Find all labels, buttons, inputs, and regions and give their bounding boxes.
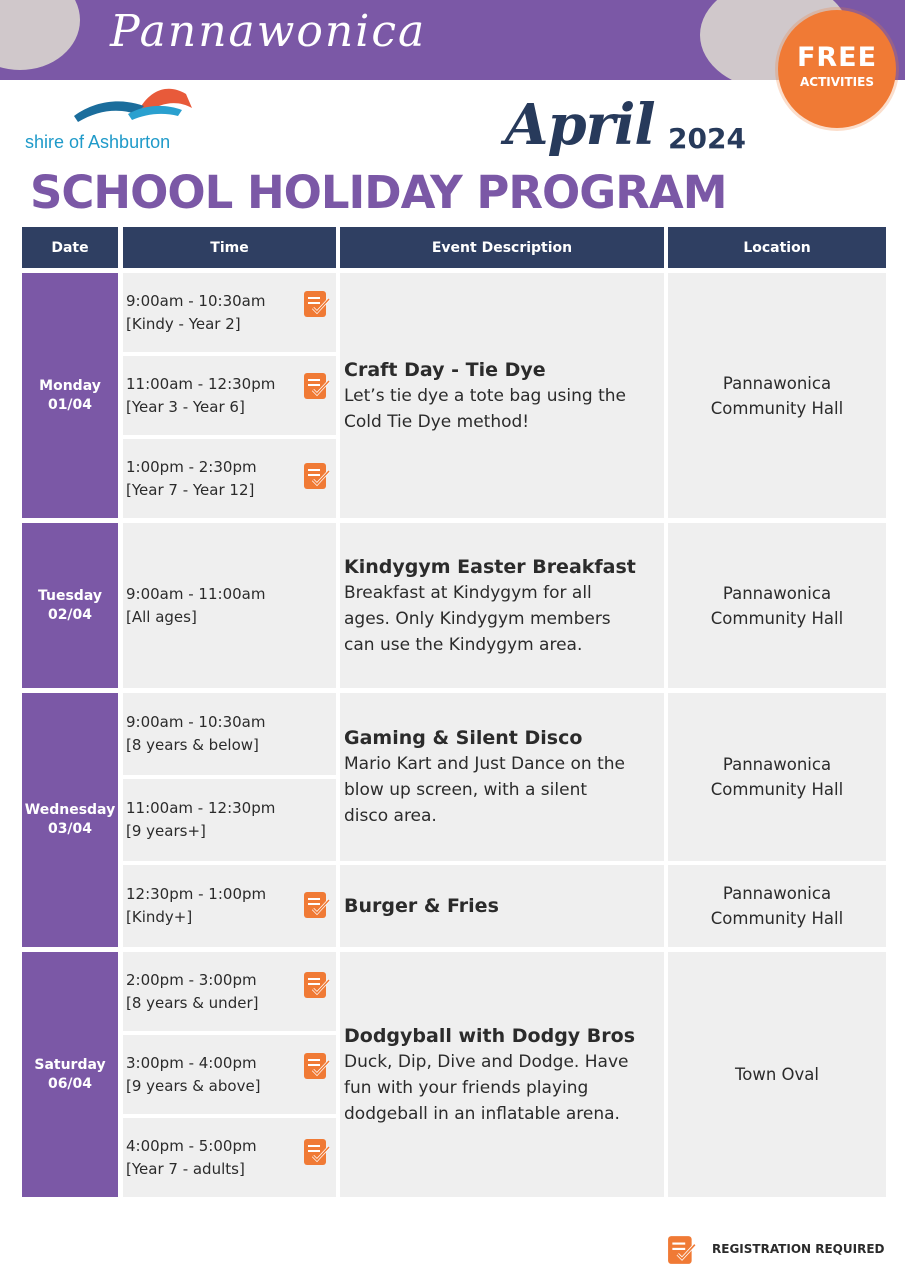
top-banner [0,0,905,80]
location-cell [668,523,886,688]
event-line: disco area. [344,806,437,826]
session-group: [Year 7 - Year 12] [126,480,255,499]
location-line: Pannawonica [722,373,832,393]
event-line: can use the Kindygym area. [344,634,583,655]
event-cell-gaming-disco [340,693,664,861]
session-group: [9 years+] [126,822,206,840]
date-cell-tuesday [22,523,118,688]
organisation-name: shire of Ashburton [25,132,171,152]
event-cell-craft-day [340,273,664,518]
location-line: Pannawonica [722,583,832,603]
event-title: Burger & Fries [344,895,499,917]
location-line: Community Hall [710,398,844,418]
day-date: 01/04 [47,396,93,413]
session-time: 12:30pm - 1:00pm [126,885,267,903]
registration-icon [303,1052,331,1080]
registration-icon [303,971,331,999]
session-group: [Kindy+] [126,908,193,926]
day-date: 06/04 [47,1075,93,1092]
session-group: [8 years & below] [126,736,259,754]
time-slot [123,693,336,775]
location-line: Community Hall [710,909,844,928]
session-time: 11:00am - 12:30pm [126,799,276,817]
registration-icon [303,891,331,919]
session-time: 2:00pm - 3:00pm [126,970,257,989]
event-title: Dodgyball with Dodgy Bros [344,1024,636,1047]
location-line: Community Hall [710,780,844,799]
event-title: Craft Day - Tie Dye [344,358,546,381]
year-title: 2024 [668,122,746,155]
event-line: Cold Tie Dye method! [344,411,530,432]
location-line: Pannawonica [722,755,832,774]
event-line: Let’s tie dye a tote bag using the [344,385,626,406]
column-header-date: Date [22,227,118,268]
location-cell [668,952,886,1197]
date-cell-monday [22,273,118,518]
badge-activities-text: ACTIVITIES [800,75,874,89]
session-time: 11:00am - 12:30pm [126,374,276,393]
location-line: Pannawonica [722,884,832,903]
badge-free-text: FREE [796,42,878,73]
event-line: fun with your friends playing [344,1077,589,1098]
location-line: Town Oval [734,1065,819,1084]
event-title: Kindygym Easter Breakfast [344,555,636,578]
event-line: blow up screen, with a silent [344,780,588,800]
time-slot [123,523,336,688]
location-line: Community Hall [710,608,844,628]
session-group: [All ages] [126,607,197,626]
column-header-time: Time [123,227,336,268]
session-group: [Year 3 - Year 6] [126,397,245,416]
column-header-event: Event Description [340,227,664,268]
shire-logo [22,86,212,156]
session-group: [Year 7 - adults] [126,1159,245,1178]
day-name: Tuesday [38,587,102,604]
event-line: ages. Only Kindygym members [344,608,611,629]
day-date: 02/04 [47,606,93,623]
session-time: 9:00am - 10:30am [126,713,266,731]
session-group: [Kindy - Year 2] [126,314,241,333]
session-time: 9:00am - 10:30am [126,291,266,310]
session-group: [9 years & above] [126,1076,261,1095]
day-name: Saturday [34,1056,106,1073]
day-name: Wednesday [24,802,116,818]
day-name: Monday [39,377,101,394]
event-cell-dodgyball [340,952,664,1197]
registration-icon [303,1138,331,1166]
event-line: Breakfast at Kindygym for all [344,582,592,603]
town-name: Pannawonica [110,6,427,57]
session-time: 3:00pm - 4:00pm [126,1053,257,1072]
session-time: 9:00am - 11:00am [126,584,266,603]
date-cell-saturday [22,952,118,1197]
event-line: dodgeball in an inflatable arena. [344,1103,620,1124]
month-title: April [505,92,655,158]
date-cell-wednesday [22,693,118,947]
event-cell-burger-fries [340,865,664,947]
session-group: [8 years & under] [126,993,259,1012]
time-slot [123,779,336,861]
brush-stroke-decoration [0,0,80,70]
wave-logo-icon [70,86,194,124]
location-cell [668,693,886,861]
session-time: 4:00pm - 5:00pm [126,1136,257,1155]
free-activities-badge [778,10,896,128]
registration-icon [667,1235,697,1265]
page-title: SCHOOL HOLIDAY PROGRAM [30,166,727,219]
legend-label: REGISTRATION REQUIRED [712,1242,885,1256]
location-cell [668,273,886,518]
event-line: Duck, Dip, Dive and Dodge. Have [344,1051,629,1072]
session-time: 1:00pm - 2:30pm [126,457,257,476]
event-cell-kindygym [340,523,664,688]
day-date: 03/04 [47,821,93,837]
event-title: Gaming & Silent Disco [344,727,583,749]
registration-icon [303,290,331,318]
registration-icon [303,462,331,490]
registration-icon [303,372,331,400]
location-cell [668,865,886,947]
event-line: Mario Kart and Just Dance on the [344,754,625,774]
column-header-location: Location [668,227,886,268]
